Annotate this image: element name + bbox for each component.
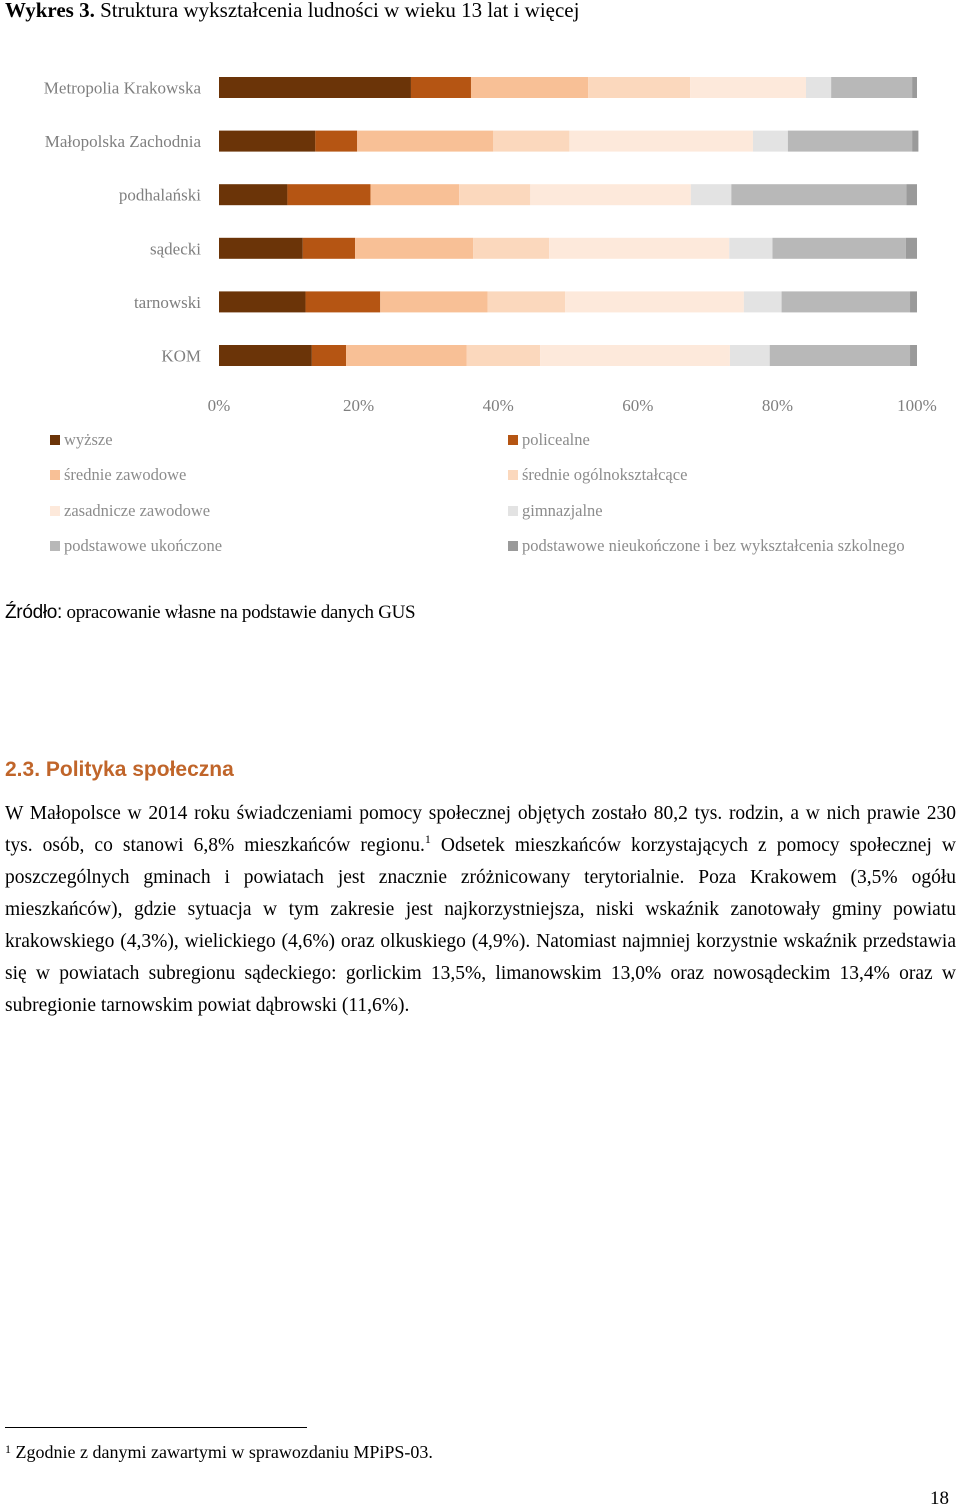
bar-segment (565, 291, 744, 312)
legend-label: wyższe (64, 430, 113, 449)
chart-category-labels (44, 79, 202, 366)
footnote (5, 1442, 433, 1463)
category-label: KOM (161, 346, 201, 366)
legend-item (50, 536, 222, 556)
bar-segment (219, 345, 312, 366)
bar-segment (907, 184, 917, 205)
bar-segment (753, 131, 788, 152)
bar-segment (380, 291, 487, 312)
bar-segment (303, 238, 355, 259)
source-text: opracowanie własne na podstawie danych GUS (62, 602, 416, 623)
bar-segment (770, 345, 910, 366)
figure-label: Wykres 3. (5, 0, 95, 22)
legend-swatch (50, 435, 60, 445)
bar-segment (306, 291, 381, 312)
legend-swatch (50, 541, 60, 551)
legend-swatch (508, 470, 518, 480)
footnote-separator (5, 1427, 307, 1428)
footnote-text: Zgodnie z danymi zawartymi w sprawozdaniu MPiPS-03. (11, 1442, 433, 1462)
bar-segment (488, 291, 565, 312)
legend-label: podstawowe nieukończone i bez wykształcenia szkolnego (522, 535, 905, 555)
legend-label: średnie zawodowe (64, 465, 187, 485)
paragraph-part-2: Odsetek mieszkańców korzystających z pomocy społecznej w poszczególnych gminach i powiatach jest znacznie zróżnicowany terytorialnie. Poza Krakowem (3,5% ogółu mieszkańców), gdzie sytuacja w tym zakresie jest najkorzystniejsza, niski wskaźnik zanotowały gminy powiatu krakowskiego (4,3%), wielickiego (4,6%) oraz olkuskiego (4,9%). Natomiast najmniej korzystnie wskaźnik przedstawia się w powiatach subregionu sądeckiego: gorlickim 13,5%, limanowskim 13,0% oraz nowosądeckim 13,4% oraz w subregionie tarnowskim powiat dąbrowski (11,6%). (5, 835, 956, 1016)
legend-label: zasadnicze zawodowe (64, 500, 211, 520)
figure-source (5, 602, 415, 624)
category-label: podhalański (118, 185, 201, 205)
bar-segment (806, 77, 831, 98)
x-tick-label: 80% (761, 396, 793, 415)
bar-segment (910, 291, 917, 312)
bar-segment (219, 291, 306, 312)
bar-segment (219, 77, 411, 98)
chart-x-axis (208, 396, 937, 415)
paragraph-part-1: W Małopolsce w 2014 roku świadczeniami pomocy społecznej objętych zostało 80,2 tys. rodzin, a w nich prawie 230 tys. osób, co stanowi 6,8% mieszkańców regionu. (5, 803, 956, 856)
x-tick-label: 60% (622, 396, 654, 415)
bar-segment (459, 184, 530, 205)
legend-item (50, 501, 210, 521)
legend-item (508, 430, 590, 450)
bar-segment (910, 345, 917, 366)
bar-segment (473, 238, 549, 259)
legend-item (508, 465, 687, 485)
chart-plot-area (219, 77, 918, 366)
bar-segment (493, 131, 569, 152)
source-prefix: Źródło: (5, 602, 63, 623)
bar-segment (730, 345, 770, 366)
legend-item (50, 430, 113, 450)
bar-segment (788, 131, 912, 152)
bar-segment (370, 184, 459, 205)
section-heading: 2.3. Polityka społeczna (5, 758, 234, 781)
bar-segment (467, 345, 540, 366)
legend-item (508, 536, 905, 556)
bar-segment (731, 184, 906, 205)
legend-label: gimnazjalne (522, 500, 603, 520)
category-label: sądecki (150, 239, 201, 259)
bar-segment (569, 131, 753, 152)
figure-title (5, 0, 579, 23)
bar-segment (588, 77, 690, 98)
legend-swatch (50, 470, 60, 480)
legend-label: podstawowe ukończone (64, 535, 223, 555)
category-label: Małopolska Zachodnia (44, 132, 201, 152)
bar-segment (346, 345, 467, 366)
bar-segment (729, 238, 772, 259)
bar-segment (355, 238, 473, 259)
bar-segment (540, 345, 730, 366)
education-structure-chart (0, 58, 960, 423)
bar-segment (906, 238, 917, 259)
x-tick-label: 20% (343, 396, 375, 415)
category-label: Metropolia Krakowska (43, 78, 201, 98)
legend-swatch (508, 541, 518, 551)
legend-item (50, 465, 186, 485)
bar-segment (691, 184, 731, 205)
bar-segment (831, 77, 912, 98)
legend-swatch (508, 506, 518, 516)
legend-swatch (50, 506, 60, 516)
figure-title-text: Struktura wykształcenia ludności w wieku 13 lat i więcej (100, 0, 580, 22)
legend-label: policealne (522, 430, 590, 449)
bar-segment (357, 131, 493, 152)
bar-segment (312, 345, 346, 366)
section-paragraph (5, 798, 956, 1022)
x-tick-label: 40% (482, 396, 514, 415)
bar-segment (287, 184, 370, 205)
bar-segment (690, 77, 806, 98)
bar-segment (530, 184, 691, 205)
bar-segment (315, 131, 357, 152)
bar-segment (744, 291, 782, 312)
bar-segment (219, 131, 315, 152)
bar-segment (219, 184, 287, 205)
page-number: 18 (930, 1488, 949, 1509)
x-tick-label: 100% (897, 396, 937, 415)
chart-legend (0, 430, 960, 575)
legend-item (508, 501, 603, 521)
bar-segment (912, 131, 918, 152)
bar-segment (219, 238, 303, 259)
footnote-marker: 1 (5, 1442, 11, 1456)
bar-segment (782, 291, 910, 312)
bar-segment (411, 77, 471, 98)
bar-segment (471, 77, 588, 98)
bar-segment (912, 77, 917, 98)
bar-segment (773, 238, 906, 259)
legend-swatch (508, 435, 518, 445)
category-label: tarnowski (133, 292, 201, 312)
legend-label: średnie ogólnokształcące (522, 465, 688, 485)
bar-segment (549, 238, 729, 259)
x-tick-label: 0% (207, 396, 231, 415)
footnote-reference[interactable]: 1 (424, 832, 431, 846)
